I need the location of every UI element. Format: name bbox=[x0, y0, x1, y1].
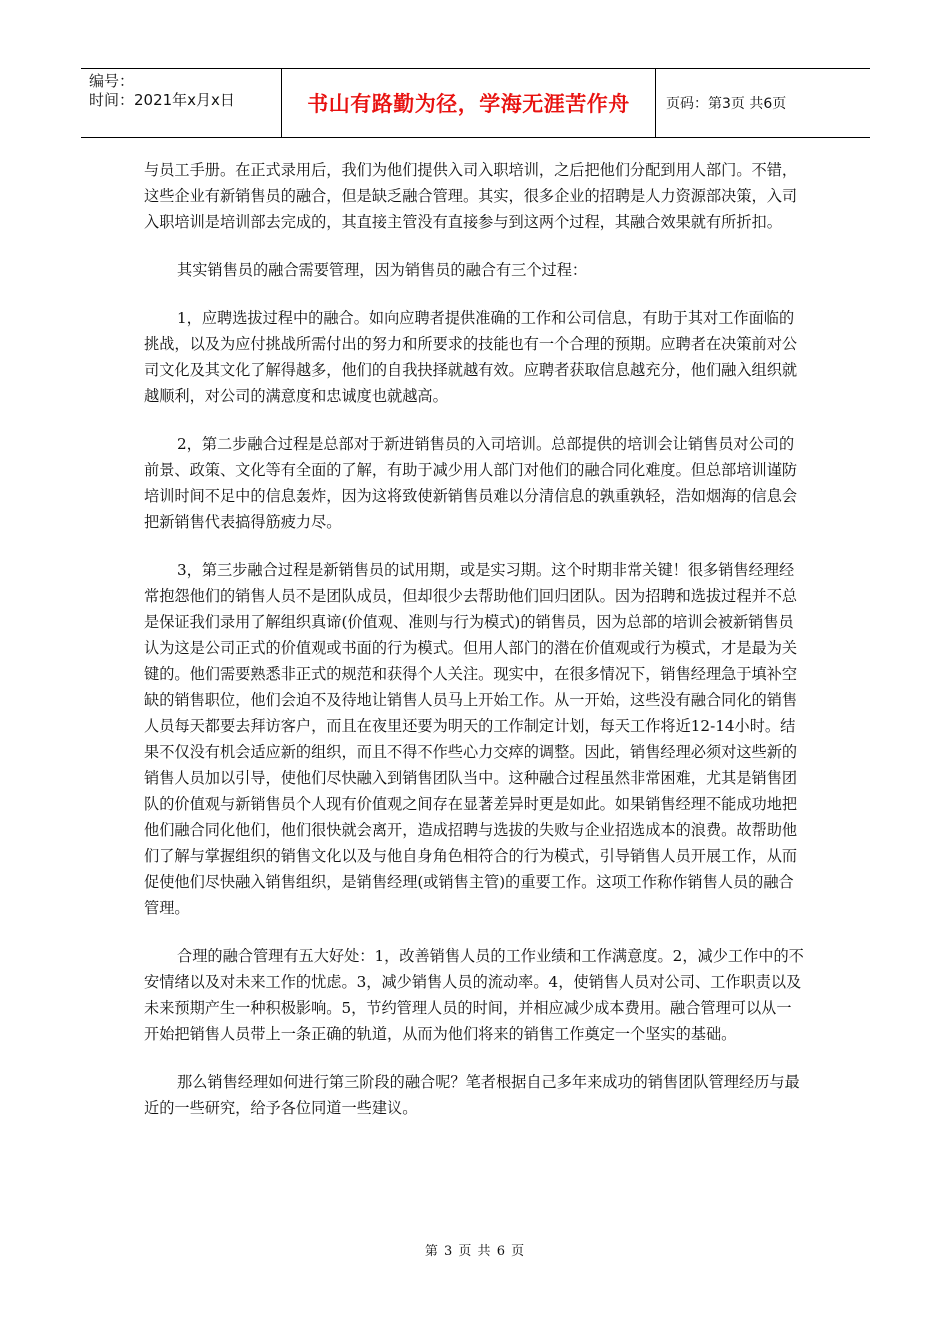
page-header bbox=[81, 68, 870, 138]
paragraph: 其实销售员的融合需要管理，因为销售员的融合有三个过程： bbox=[177, 261, 588, 279]
paragraph: 2，第二步融合过程是总部对于新进销售员的入司培训。总部提供的培训会让销售员对公司的前景、政策、文化等有全面的了解，有助于减少用人部门对他们的融合同化难度。但总部培训谨防培训时间不足中的信息轰炸，因为这将致使新销售员难以分清信息的孰重孰轻，浩如烟海的信息会把新销售代表搞得筋疲力尽。 bbox=[144, 435, 798, 531]
document-date-label: 时间：2021年x月x日 bbox=[89, 91, 235, 109]
page-footer: 第 3 页 共 6 页 bbox=[424, 1244, 526, 1259]
paragraph: 与员工手册。在正式录用后，我们为他们提供入司入职培训，之后把他们分配到用人部门。不错，这些企业有新销售员的融合，但是缺乏融合管理。其实，很多企业的招聘是人力资源部决策，入司入职培训是培训部去完成的，其直接主管没有直接参与到这两个过程，其融合效果就有所折扣。 bbox=[144, 161, 798, 231]
header-page-number: 页码：第3页 共6页 bbox=[666, 96, 787, 112]
paragraph: 1，应聘选拔过程中的融合。如向应聘者提供准确的工作和公司信息，有助于其对工作面临的挑战，以及为应付挑战所需付出的努力和所要求的技能也有一个合理的预期。应聘者在决策前对公司文化及其文化了解得越多，他们的自我抉择就越有效。应聘者获取信息越充分，他们融入组织就越顺利，对公司的满意度和忠诚度也就越高。 bbox=[144, 309, 798, 405]
paragraph: 3，第三步融合过程是新销售员的试用期，或是实习期。这个时期非常关键！很多销售经理经常抱怨他们的销售人员不是团队成员，但却很少去帮助他们回归团队。因为招聘和选拔过程并不总是保证我们录用了解组织真谛(价值观、准则与行为模式)的销售员，因为总部的培训会被新销售员认为这是公司正式的价值观或书面的行为模式。但用人部门的潜在价值观或行为模式，才是最为关键的。他们需要熟悉非正式的规范和获得个人关注。现实中，在很多情况下，销售经理急于填补空缺的销售职位，他们会迫不及待地让销售人员马上开始工作。从一开始，这些没有融合同化的销售人员每天都要去拜访客户，而且在夜里还要为明天的工作制定计划，每天工作将近12-14小时。结果不仅没有机会适应新的组织，而且不得不作些心力交瘁的调整。因此，销售经理必须对这些新的销售人员加以引导，使他们尽快融入到销售团队当中。这种融合过程虽然非常困难，尤其是销售团队的价值观与新销售员个人现有价值观之间存在显著差异时更是如此。如果销售经理不能成功地把他们融合同化他们，他们很快就会离开，造成招聘与选拔的失败与企业招选成本的浪费。故帮助他们了解与掌握组织的销售文化以及与他自身角色相符合的行为模式，引导销售人员开展工作，从而促使他们尽快融入销售组织，是销售经理(或销售主管)的重要工作。这项工作称作销售人员的融合管理。 bbox=[144, 561, 798, 917]
paragraph: 那么销售经理如何进行第三阶段的融合呢？笔者根据自己多年来成功的销售团队管理经历与最近的一些研究，给予各位同道一些建议。 bbox=[144, 1073, 800, 1117]
header-motto: 书山有路勤为径，学海无涯苦作舟 bbox=[282, 69, 656, 137]
document-number-label: 编号： bbox=[89, 72, 135, 90]
document-body bbox=[144, 157, 804, 1143]
paragraph: 合理的融合管理有五大好处：1，改善销售人员的工作业绩和工作满意度。2，减少工作中的不安情绪以及对未来工作的忧虑。3，减少销售人员的流动率。4，使销售人员对公司、工作职责以及未来预期产生一种积极影响。5，节约管理人员的时间，并相应减少成本费用。融合管理可以从一开始把销售人员带上一条正确的轨道，从而为他们将来的销售工作奠定一个坚实的基础。 bbox=[144, 947, 804, 1043]
header-meta bbox=[81, 69, 282, 137]
